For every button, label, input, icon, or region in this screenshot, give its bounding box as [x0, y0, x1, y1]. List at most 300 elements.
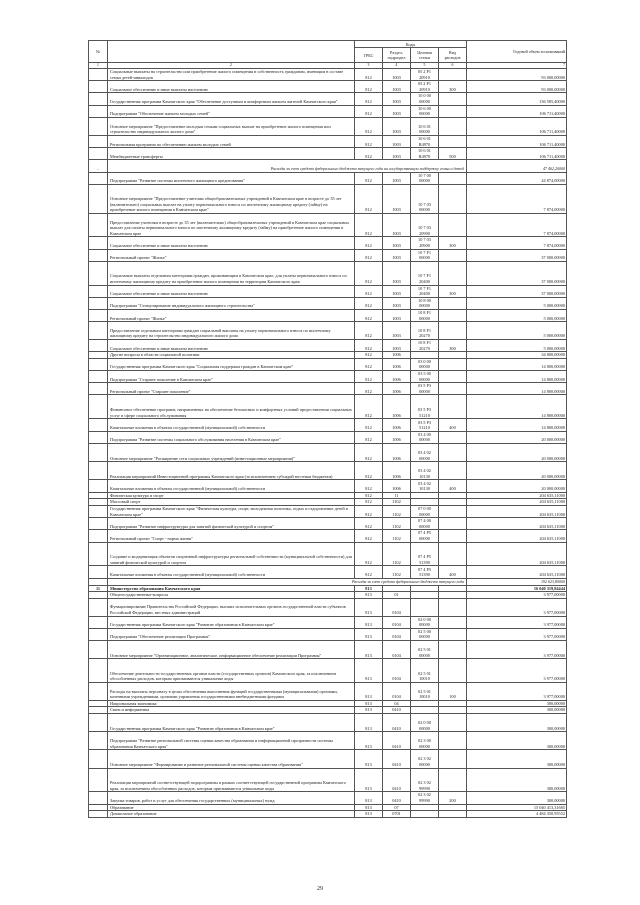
budget-sheet	[88, 40, 567, 818]
row-name: Министерство образования Камчатского края	[108, 585, 355, 592]
row-target-article: 10 7 F1 00000	[411, 249, 439, 261]
row-name: Подпрограмма "Старшее поколение в Камчатском крае"	[108, 370, 355, 382]
row-number	[89, 462, 108, 480]
row-expense-type	[439, 135, 467, 147]
row-grbs: 812	[355, 506, 383, 518]
row-name: Государственная программа Камчатского края "Обеспечение доступным и комфортным жильем жителей Камчатского края"	[108, 93, 355, 105]
row-grbs: 812	[355, 69, 383, 81]
row-razdel: 07	[383, 804, 411, 811]
row-razdel: 0104	[383, 640, 411, 658]
note-text: Расходы за счет средств федерального бюджета текущего года	[108, 579, 467, 586]
row-grbs: 812	[355, 148, 383, 160]
row-name: Государственная программа Камчатского края "Развитие образования в Камчатском крае"	[108, 616, 355, 628]
row-name: Финансовое обеспечение программ, направленных на обеспечение безопасных и комфортных условий предоставления социальных услуг в сфере социального обслуживания	[108, 395, 355, 419]
row-amount: 20 000,00000	[467, 443, 567, 461]
row-target-article: 10 7 03 00000	[411, 184, 439, 213]
row-amount: 16 040 319,84444	[467, 585, 567, 592]
row-grbs: 812	[355, 395, 383, 419]
row-expense-type	[439, 592, 467, 599]
row-razdel: 0410	[383, 750, 411, 768]
row-target-article: 02 5 01 00000	[411, 640, 439, 658]
row-razdel: 1006	[383, 431, 411, 443]
row-target-article: 07 4 00 00000	[411, 518, 439, 530]
row-number	[89, 69, 108, 81]
row-amount: 192 623,80000	[467, 579, 567, 586]
row-target-article: 10 0 00 00000	[411, 93, 439, 105]
row-expense-type	[439, 310, 467, 322]
row-amount: 3 977,00000	[467, 592, 567, 599]
row-target-article: 03 4 02 00000	[411, 443, 439, 461]
row-target-article: 03 0 00 00000	[411, 358, 439, 370]
row-expense-type	[439, 261, 467, 285]
row-expense-type	[439, 585, 467, 592]
row-razdel: 1102	[383, 506, 411, 518]
row-amount: 14 800,00000	[467, 419, 567, 432]
row-number	[89, 117, 108, 135]
row-amount: 20 000,00000	[467, 462, 567, 480]
row-name: Социальное обеспечение и иные выплаты населению	[108, 81, 355, 93]
row-target-article: 07 4 P5 51390	[411, 566, 439, 579]
row-grbs: 813	[355, 598, 383, 616]
note-row	[89, 160, 567, 172]
note-text: Расходы за счет средств федерального бюджета текущего года на государственную поддержку семьи и детей	[108, 160, 467, 172]
row-name: Реализация мероприятий соответствующей подпрограммы в рамках соответствующей государственной программы Камчатского края, за исключением обособленных расходов, которым присваиваются уникальные коды	[108, 768, 355, 792]
row-expense-type	[439, 804, 467, 811]
row-expense-type	[439, 105, 467, 117]
row-expense-type	[439, 492, 467, 499]
row-razdel: 1003	[383, 184, 411, 213]
row-amount: 5 000,00000	[467, 340, 567, 352]
row-grbs: 812	[355, 419, 383, 432]
row-number	[89, 707, 108, 714]
row-name: Капитальные вложения в объекты государственной (муниципальной) собственности	[108, 480, 355, 493]
row-amount: 300,00000	[467, 713, 567, 731]
row-expense-type: 300	[439, 340, 467, 352]
table-row	[89, 117, 567, 135]
row-number	[89, 310, 108, 322]
row-number	[89, 214, 108, 237]
row-razdel: 0410	[383, 768, 411, 792]
row-number	[89, 492, 108, 499]
row-amount: 37 000,00000	[467, 285, 567, 297]
row-grbs: 813	[355, 732, 383, 750]
header-grbs: ГРБС	[355, 48, 383, 63]
row-expense-type: 300	[439, 81, 467, 93]
row-target-article: 10 8 F1 20270	[411, 340, 439, 352]
row-number	[89, 261, 108, 285]
row-amount: 14 800,00000	[467, 358, 567, 370]
row-expense-type	[439, 707, 467, 714]
table-row	[89, 105, 567, 117]
table-row	[89, 261, 567, 285]
row-target-article	[411, 592, 439, 599]
row-number	[89, 518, 108, 530]
row-razdel: 0410	[383, 792, 411, 804]
row-grbs: 812	[355, 184, 383, 213]
row-razdel: 11	[383, 492, 411, 499]
row-amount: 3 977,00000	[467, 598, 567, 616]
row-grbs: 812	[355, 297, 383, 309]
row-razdel: 1003	[383, 249, 411, 261]
table-row	[89, 462, 567, 480]
row-target-article	[411, 811, 439, 818]
column-number: 1	[89, 63, 108, 69]
row-expense-type	[439, 184, 467, 213]
row-amount: 136 585,40000	[467, 93, 567, 105]
row-name: Подпрограмма "Обеспечение жильем молодых семей"	[108, 105, 355, 117]
row-expense-type	[439, 370, 467, 382]
row-name: Региональный проект "Жилье"	[108, 310, 355, 322]
row-number	[89, 713, 108, 731]
row-name: Социальные выплаты отдельным категориям граждан, проживающим в Камчатском крае, для уплаты первоначального взноса по ипотечному жилищному кредиту на приобретение жилого помещения на территории Камчатского края	[108, 261, 355, 285]
row-name: Национальная экономика	[108, 700, 355, 707]
row-grbs: 812	[355, 542, 383, 566]
row-number	[89, 700, 108, 707]
row-target-article	[411, 492, 439, 499]
row-target-article: 03 4 02 10130	[411, 462, 439, 480]
row-grbs: 812	[355, 383, 383, 395]
row-grbs: 812	[355, 480, 383, 493]
row-name: Капитальные вложения в объекты государственной (муниципальной) собственности	[108, 566, 355, 579]
row-razdel: 0701	[383, 811, 411, 818]
row-razdel: 1003	[383, 237, 411, 249]
row-amount: 47 462,20000	[467, 160, 567, 172]
row-razdel: 1003	[383, 297, 411, 309]
row-grbs: 813	[355, 707, 383, 714]
row-grbs: 812	[355, 518, 383, 530]
row-grbs: 813	[355, 592, 383, 599]
row-number	[89, 340, 108, 352]
row-name: Государственная программа Камчатского края "Физическая культура, спорт, молодежная политика, отдых и оздоровление детей в Камчатском крае"	[108, 506, 355, 518]
row-amount: 5 000,00000	[467, 310, 567, 322]
row-expense-type	[439, 732, 467, 750]
row-number	[89, 322, 108, 340]
row-number: –	[89, 160, 108, 172]
row-amount: 300,00000	[467, 707, 567, 714]
row-number	[89, 297, 108, 309]
header-razdel: Раздел, подраздел	[383, 48, 411, 63]
row-target-article: 10 7 F1 20400	[411, 261, 439, 285]
row-razdel: 1003	[383, 117, 411, 135]
row-amount: 300,00000	[467, 700, 567, 707]
table-row	[89, 135, 567, 147]
column-number: 7	[467, 63, 567, 69]
row-target-article: 02 5 00 00000	[411, 628, 439, 640]
row-name: Образование	[108, 804, 355, 811]
row-name: Региональная программа по обеспечению жильем молодых семей	[108, 135, 355, 147]
table-row	[89, 585, 567, 592]
row-expense-type	[439, 542, 467, 566]
row-target-article	[411, 700, 439, 707]
row-amount: 44 874,00000	[467, 172, 567, 184]
row-razdel: 1003	[383, 261, 411, 285]
row-razdel: 01	[383, 592, 411, 599]
row-number	[89, 135, 108, 147]
row-number	[89, 285, 108, 297]
row-name: Подпрограмма "Развитие системы социального обслуживания населения в Камчатском крае"	[108, 431, 355, 443]
row-grbs: 813	[355, 768, 383, 792]
row-grbs: 812	[355, 81, 383, 93]
row-number	[89, 598, 108, 616]
row-expense-type: 500	[439, 148, 467, 160]
row-expense-type	[439, 506, 467, 518]
row-target-article: 10 7 03 20900	[411, 214, 439, 237]
row-amount: 106 711,40000	[467, 135, 567, 147]
row-target-article: 07 0 00 00000	[411, 506, 439, 518]
column-number: 5	[411, 63, 439, 69]
row-name: Государственная программа Камчатского края "Социальная поддержка граждан в Камчатском крае"	[108, 358, 355, 370]
row-amount: 14 800,00000	[467, 383, 567, 395]
row-target-article: 02 0 00 00000	[411, 616, 439, 628]
row-grbs: 812	[355, 214, 383, 237]
row-grbs: 812	[355, 352, 383, 359]
table-row	[89, 383, 567, 395]
row-amount: 204 635,11000	[467, 518, 567, 530]
row-expense-type	[439, 69, 467, 81]
row-amount: 204 635,11000	[467, 566, 567, 579]
row-expense-type	[439, 700, 467, 707]
table-row	[89, 518, 567, 530]
row-number	[89, 811, 108, 818]
row-razdel: 1006	[383, 370, 411, 382]
table-row	[89, 310, 567, 322]
row-amount: 7 874,00000	[467, 184, 567, 213]
row-razdel: 0104	[383, 659, 411, 683]
row-expense-type	[439, 352, 467, 359]
row-expense-type	[439, 93, 467, 105]
row-name: Дошкольное образование	[108, 811, 355, 818]
table-row	[89, 322, 567, 340]
row-razdel: 0410	[383, 713, 411, 731]
row-name: Социальные выплаты на строительство или приобретение жилого помещения в собственность гражданам, имеющим в составе семьи детей-инвалидов	[108, 69, 355, 81]
table-row	[89, 750, 567, 768]
row-amount: 300,00000	[467, 768, 567, 792]
table-row	[89, 811, 567, 818]
row-razdel: 04	[383, 700, 411, 707]
row-amount: 7 874,00000	[467, 214, 567, 237]
row-razdel: 1003	[383, 81, 411, 93]
row-name: Подпрограмма "Развитие региональной системы оценки качества образования и информационной прозрачности системы образования Камчатского края"	[108, 732, 355, 750]
row-number	[89, 750, 108, 768]
table-row	[89, 492, 567, 499]
table-row	[89, 566, 567, 579]
row-amount: 37 000,00000	[467, 249, 567, 261]
row-number	[89, 419, 108, 432]
row-name: Общегосударственные вопросы	[108, 592, 355, 599]
row-number	[89, 237, 108, 249]
row-razdel: 1006	[383, 352, 411, 359]
row-expense-type	[439, 443, 467, 461]
row-razdel: 1003	[383, 93, 411, 105]
row-razdel: 1003	[383, 285, 411, 297]
row-expense-type: 400	[439, 566, 467, 579]
row-amount: 300,00000	[467, 732, 567, 750]
row-expense-type: 400	[439, 419, 467, 432]
budget-table	[88, 40, 567, 818]
row-name: Межбюджетные трансферты	[108, 148, 355, 160]
row-expense-type	[439, 768, 467, 792]
column-number: 3	[355, 63, 383, 69]
table-row	[89, 184, 567, 213]
row-target-article: 10 7 03 20900	[411, 237, 439, 249]
row-razdel: 1006	[383, 419, 411, 432]
row-amount: 20 000,00000	[467, 431, 567, 443]
row-name: Создание и модернизация объектов спортивной инфраструктуры региональной собственности (муниципальной собственности) для занятий физической культурой и спортом	[108, 542, 355, 566]
row-target-article: 02 3 02 00000	[411, 750, 439, 768]
row-grbs: 813	[355, 792, 383, 804]
row-target-article: 02 3 02 99990	[411, 792, 439, 804]
row-grbs: 812	[355, 117, 383, 135]
row-target-article	[411, 598, 439, 616]
row-target-article: 07 4 P5 00000	[411, 530, 439, 542]
row-number	[89, 542, 108, 566]
table-row	[89, 431, 567, 443]
row-number: 11	[89, 585, 108, 592]
table-row	[89, 804, 567, 811]
row-target-article: 05 2 P1 20910	[411, 81, 439, 93]
table-row	[89, 616, 567, 628]
row-amount: 15 040 413,31665	[467, 804, 567, 811]
row-expense-type	[439, 383, 467, 395]
row-number	[89, 640, 108, 658]
row-number	[89, 530, 108, 542]
row-expense-type	[439, 431, 467, 443]
note-row	[89, 579, 567, 586]
row-number	[89, 352, 108, 359]
table-row	[89, 480, 567, 493]
row-grbs: 812	[355, 340, 383, 352]
row-target-article: 03 4 02 10130	[411, 480, 439, 493]
row-target-article: 10 8 F1 00000	[411, 310, 439, 322]
row-name: Социальное обеспечение и иные выплаты населению	[108, 237, 355, 249]
column-number: 4	[383, 63, 411, 69]
row-target-article: 03 4 00 00000	[411, 431, 439, 443]
row-amount: 7 874,00000	[467, 237, 567, 249]
row-name: Связь и информатика	[108, 707, 355, 714]
row-target-article: 02 3 02 99990	[411, 768, 439, 792]
table-row	[89, 237, 567, 249]
row-razdel: 1102	[383, 566, 411, 579]
row-amount: 4 484 350,95552	[467, 811, 567, 818]
row-number	[89, 506, 108, 518]
row-target-article: 10 6 00 00000	[411, 105, 439, 117]
row-grbs: 813	[355, 804, 383, 811]
row-amount: 20 000,00000	[467, 480, 567, 493]
header-target-article: Целевая статья	[411, 48, 439, 63]
row-expense-type	[439, 713, 467, 731]
row-target-article: 10 7 00 00000	[411, 172, 439, 184]
row-amount: 14 800,00000	[467, 370, 567, 382]
row-number	[89, 732, 108, 750]
row-name: Региональный проект "Старшее поколение"	[108, 383, 355, 395]
row-grbs: 812	[355, 443, 383, 461]
row-expense-type	[439, 628, 467, 640]
table-row	[89, 358, 567, 370]
table-row	[89, 370, 567, 382]
row-target-article	[411, 499, 439, 506]
row-grbs: 812	[355, 237, 383, 249]
row-name: Обеспечение деятельности государственных органов власти (государственных органов) Камчатского края, за исключением обособленных расходов, которым присваиваются уникальные коды	[108, 659, 355, 683]
row-razdel: 0104	[383, 682, 411, 700]
row-number	[89, 184, 108, 213]
row-grbs: 812	[355, 431, 383, 443]
row-number	[89, 579, 108, 586]
table-row	[89, 340, 567, 352]
row-number	[89, 358, 108, 370]
row-razdel: 1006	[383, 462, 411, 480]
column-number: 6	[439, 63, 467, 69]
row-razdel: 1006	[383, 480, 411, 493]
table-row	[89, 172, 567, 184]
row-amount: 5 000,00000	[467, 322, 567, 340]
row-grbs: 813	[355, 585, 383, 592]
row-name: Закупка товаров, работ и услуг для обеспечения государственных (муниципальных) нужд	[108, 792, 355, 804]
row-name: Региональный проект "Спорт - норма жизни"	[108, 530, 355, 542]
table-row	[89, 640, 567, 658]
row-name: Социальное обеспечение и иные выплаты населению	[108, 285, 355, 297]
row-name: Основное мероприятие "Предоставление молодым семьям социальных выплат на приобретение жилого помещения или строительство индивидуального жилого дома"	[108, 117, 355, 135]
row-grbs: 812	[355, 462, 383, 480]
row-number	[89, 499, 108, 506]
row-razdel: 1003	[383, 310, 411, 322]
row-number	[89, 616, 108, 628]
row-expense-type	[439, 172, 467, 184]
row-number	[89, 383, 108, 395]
row-expense-type	[439, 750, 467, 768]
row-grbs: 812	[355, 135, 383, 147]
row-target-article	[411, 585, 439, 592]
row-name: Функционирование Правительства Российской Федерации, высших исполнительных органов государственной власти субъектов Российской Федерации, местных администраций	[108, 598, 355, 616]
table-row	[89, 542, 567, 566]
row-name: Подпрограмма "Обеспечение реализации Программы"	[108, 628, 355, 640]
table-row	[89, 93, 567, 105]
row-target-article: 02 0 00 00000	[411, 713, 439, 731]
table-row	[89, 249, 567, 261]
row-name: Основное мероприятие "Формирование и развитие региональной системы оценки качества образования"	[108, 750, 355, 768]
row-grbs: 812	[355, 322, 383, 340]
row-razdel: 1003	[383, 172, 411, 184]
row-amount: 204 635,11000	[467, 499, 567, 506]
row-name: Предоставление учителям в возрасте до 35 лет (включительно) общеобразовательных учреждений в Камчатском крае социальных выплат для оплаты первоначального взноса по ипотечному жилищному кредиту (займу) на приобретение жилого помещения в Камчатском крае	[108, 214, 355, 237]
table-row	[89, 419, 567, 432]
row-number	[89, 628, 108, 640]
table-row	[89, 69, 567, 81]
row-razdel: 1003	[383, 105, 411, 117]
row-amount: 34 800,00000	[467, 352, 567, 359]
row-amount: 300,00000	[467, 750, 567, 768]
row-grbs: 812	[355, 530, 383, 542]
table-row	[89, 530, 567, 542]
row-grbs: 812	[355, 358, 383, 370]
row-name: Основное мероприятие "Предоставление учителям общеобразовательных учреждений в Камчатском крае в возрасте до 35 лет (включительно) социальных выплат на уплату первоначального взноса по ипотечному жилищному кредиту (займу) на приобретение жилого помещения в Камчатском крае"	[108, 184, 355, 213]
table-row	[89, 707, 567, 714]
row-number	[89, 566, 108, 579]
row-target-article: 03 5 P3 00000	[411, 383, 439, 395]
row-grbs: 812	[355, 261, 383, 285]
row-expense-type	[439, 640, 467, 658]
row-name: Капитальные вложения в объекты государственной (муниципальной) собственности	[108, 419, 355, 432]
table-row	[89, 81, 567, 93]
row-expense-type: 300	[439, 285, 467, 297]
row-razdel: 1003	[383, 135, 411, 147]
page-number: 29	[317, 886, 323, 892]
row-target-article: 02 5 01 10010	[411, 659, 439, 683]
row-amount: 3 977,00000	[467, 616, 567, 628]
row-expense-type	[439, 249, 467, 261]
table-row	[89, 713, 567, 731]
row-expense-type: 200	[439, 792, 467, 804]
row-amount: 93 000,00000	[467, 81, 567, 93]
